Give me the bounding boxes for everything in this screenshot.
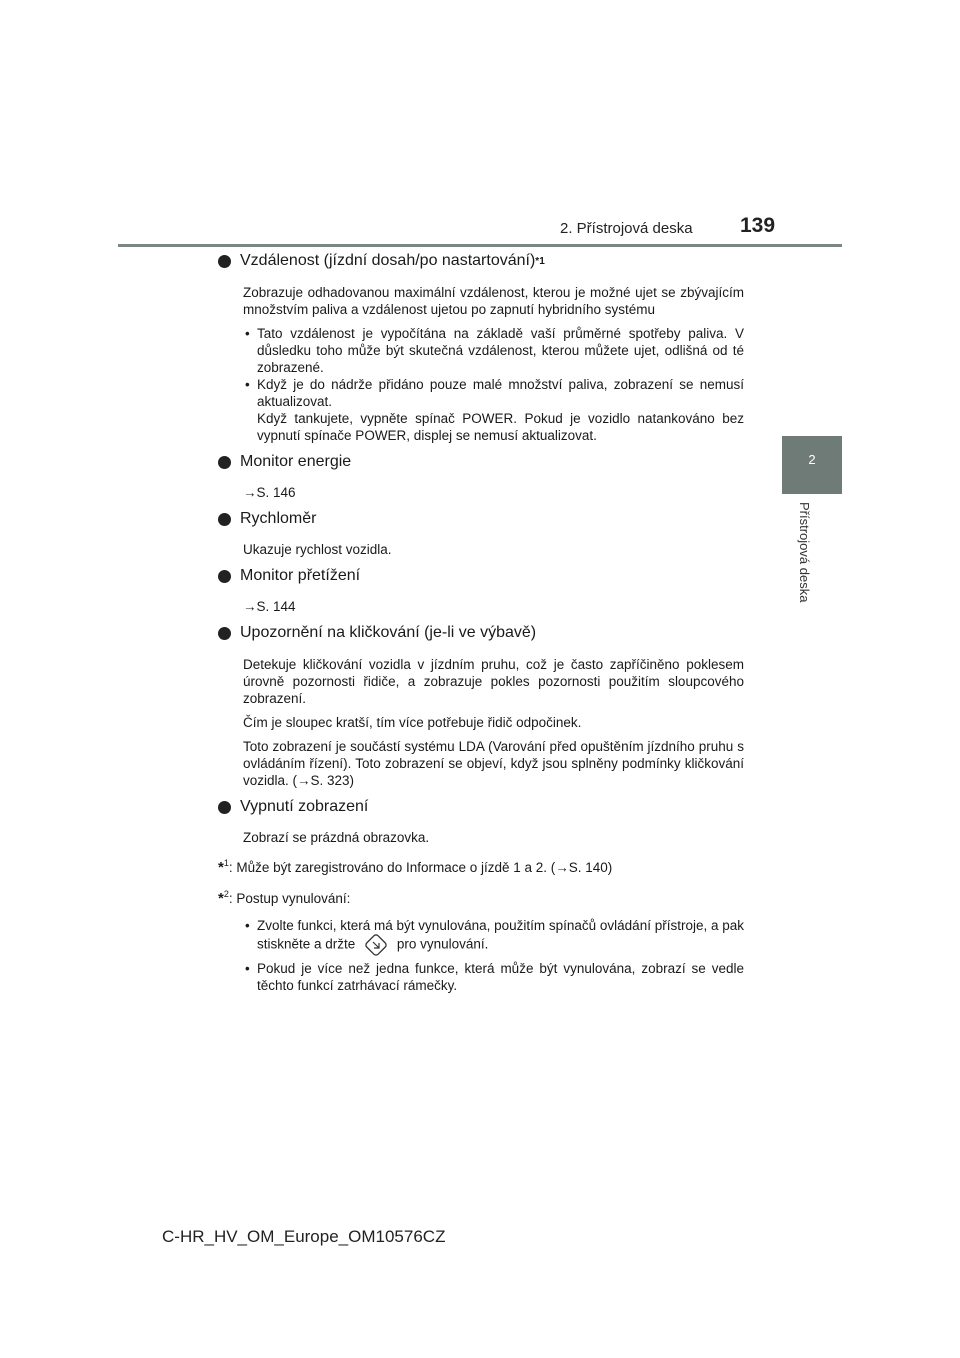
reset-switch-icon [365, 934, 387, 956]
paragraph: Toto zobrazení je součástí systému LDA (Varování před opuštěním jízdního pruhu s ovládáním řízení). Toto zobrazení se objeví, když jsou splněny podmínky kličkování vozidla. (→S. 323) [243, 739, 744, 788]
list-item [243, 917, 744, 956]
header-rule [118, 244, 842, 247]
item-title-text: Rychloměr [240, 510, 317, 527]
item-title-text: Upozornění na kličkování (je-li ve výbavě) [240, 624, 537, 641]
footnote-text: : Může být zaregistrováno do Informace o jízdě 1 a 2. (→S. 140) [228, 860, 613, 875]
footnote-star: * [218, 890, 224, 907]
document-code: C-HR_HV_OM_Europe_OM10576CZ [162, 1227, 446, 1246]
item-title [218, 567, 744, 585]
footnote-marker [218, 890, 229, 907]
item-title-text: Monitor energie [240, 453, 352, 470]
footnote-1 [218, 855, 744, 876]
chapter-tab-label: Přístrojová deska [797, 502, 812, 603]
footnote-number: 2 [223, 889, 229, 899]
bullet-dot-icon [218, 627, 231, 640]
item-title [218, 510, 744, 528]
item-distance [218, 252, 744, 444]
footnote-marker [218, 859, 229, 876]
item-title-text: Monitor přetížení [240, 567, 361, 584]
paragraph: Když tankujete, vypněte spínač POWER. Pokud je vozidlo natankováno bez vypnutí spínače POWER, displej se nemusí aktualizovat. [257, 411, 744, 443]
list-item: • Pokud je více než jedna funkce, která může být vynulována, zobrazí se vedle těchto funkcí zatrhávací rámečky. [243, 960, 744, 994]
list-item: • Když je do nádrže přidáno pouze malé množství paliva, zobrazení se nemusí aktualizovat. [243, 376, 744, 410]
footnote-number: 1 [223, 858, 229, 868]
item-title [218, 624, 744, 642]
main-content [218, 252, 744, 998]
chapter-tab-number: 2 [808, 452, 816, 467]
bullet-dot-icon [218, 255, 231, 268]
page-reference: →S. 144 [243, 599, 296, 614]
bullet-dot-icon [218, 456, 231, 469]
footnote-marker: *1 [535, 255, 545, 267]
list-item-text: pro vynulování. [396, 936, 489, 952]
list-item-text: Zvolte funkci, která má být vynulována, použitím spínačů ovládání přístroje, a pak stiskněte a držte [257, 918, 744, 952]
paragraph: Zobrazí se prázdná obrazovka. [243, 830, 430, 845]
item-title [218, 453, 744, 471]
paragraph: Ukazuje rychlost vozidla. [243, 542, 392, 557]
item-title-text: Vzdálenost (jízdní dosah/po nastartování) [240, 252, 536, 269]
header-section-title: 2. Přístrojová deska [560, 220, 693, 237]
item-title-text: Vypnutí zobrazení [240, 798, 369, 815]
footnote-text: : Postup vynulování: [228, 891, 351, 906]
bullet-dot-icon [218, 570, 231, 583]
page-number: 139 [740, 214, 776, 237]
paragraph: Zobrazuje odhadovanou maximální vzdálenost, kterou je možné ujet se zbývajícím množstvím paliva a vzdálenost ujetou po zapnutí hybridního systému [243, 285, 744, 317]
footnote-2 [218, 886, 744, 907]
paragraph: Detekuje kličkování vozidla v jízdním pruhu, což je často zapříčiněno poklesem úrovně pozornosti řidiče, a zobrazuje pokles pozornosti použitím sloupcového zobrazení. [243, 657, 744, 706]
bullet-dot-icon [218, 513, 231, 526]
list-item: • Tato vzdálenost je vypočítána na základě vaší průměrné spotřeby paliva. V důsledku toho může být skutečná vzdálenost, kterou můžete ujet, odlišná od té zobrazené. [243, 325, 744, 376]
item-title [218, 798, 744, 816]
item-title [218, 252, 744, 270]
page-reference: →S. 146 [243, 485, 296, 500]
footnote-star: * [218, 859, 224, 876]
bullet-dot-icon [218, 801, 231, 814]
paragraph: Čím je sloupec kratší, tím více potřebuje řidič odpočinek. [243, 715, 582, 730]
